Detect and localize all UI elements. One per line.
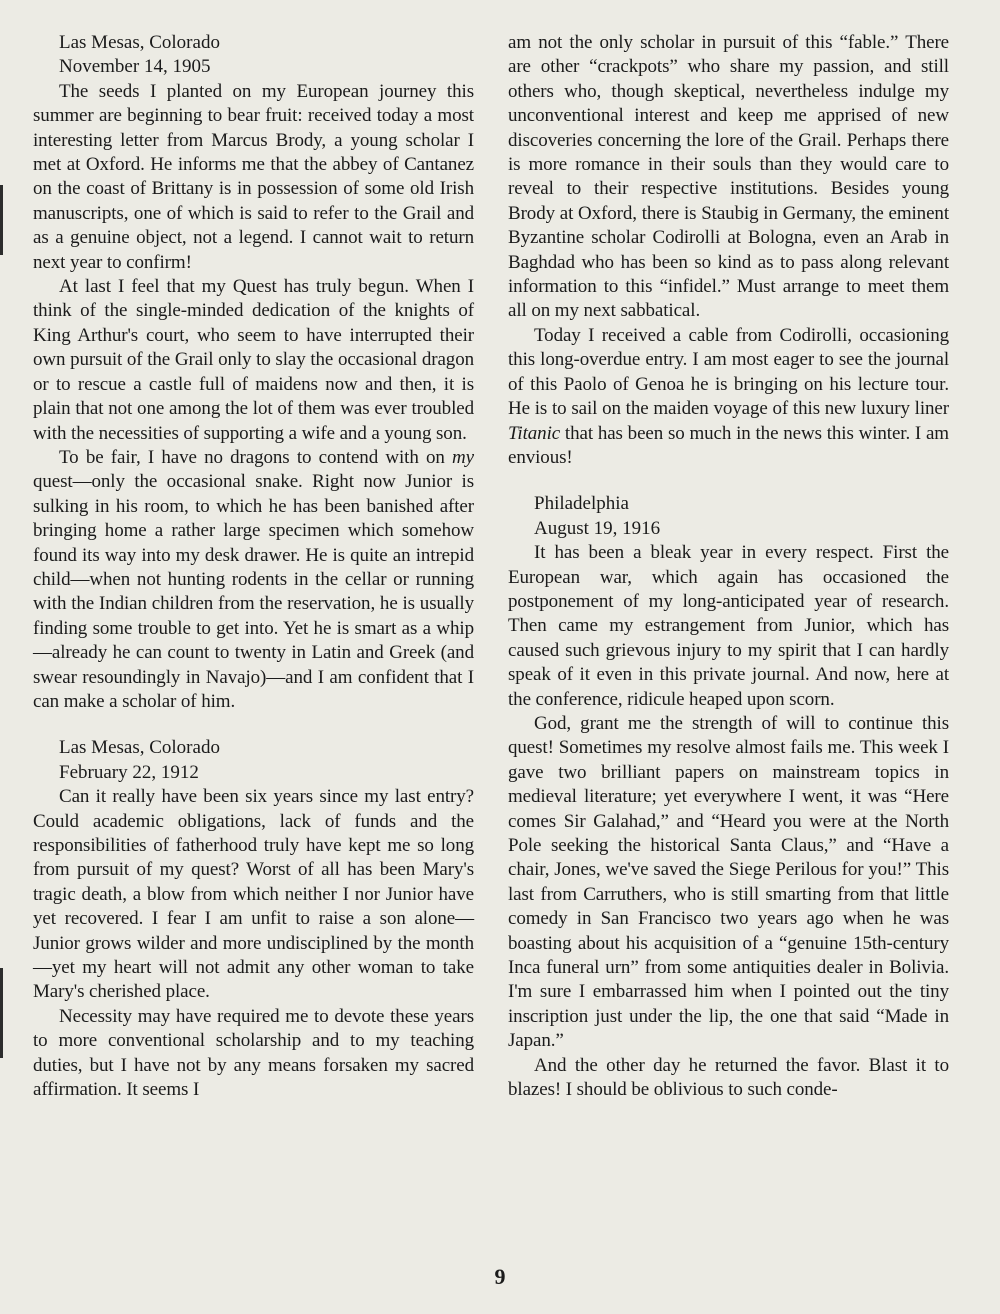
- entry-place: Las Mesas, Colorado: [59, 32, 220, 53]
- entry-paragraph: At last I feel that my Quest has truly begun. When I think of the single-minded dedication of the knights of King Arthur's court, who seem to have interrupted their own pursuit of the Grail only to slay the occasional dragon or to rescue a castle full of maidens now and then, it is plain that not one among the lot of them was ever troubled with the necessities of supporting a wife and a young son.: [33, 276, 474, 444]
- entry-paragraph: Necessity may have required me to devote these years to more conventional scholarship and to my teaching duties, but I have not by any means forsaken my sacred affirmation. It seems I: [33, 1005, 474, 1101]
- entry-place: Las Mesas, Colorado: [59, 737, 220, 759]
- emphasis-text: my: [452, 446, 474, 468]
- entry-paragraph: Can it really have been six years since my last entry? Could academic obligations, lack of funds and the responsibilities of fatherhood truly have kept me so long from pursuit of my quest? Worst of all has been Mary's tragic death, a blow from which neither I nor Junior have yet recovered. I fear I am unfit to raise a son alone—Junior grows wilder and more undisciplined by the month—yet my heart will not admit any other woman to take Mary's cherished place.: [33, 786, 474, 1003]
- journal-entry: [33, 736, 474, 1102]
- entry-date: February 22, 1912: [59, 761, 199, 783]
- journal-entry-continued: [508, 31, 949, 470]
- text-run: To be fair, I have no dragons to contend with on: [59, 446, 453, 468]
- text-run: quest—only the occasional snake. Right now Junior is sulking in his room, to which he has been banished after bringing home a rather large specimen which somehow found its way into my desk drawer. He is quite an intrepid child—when not hunting rodents in the cellar or running with the Indian children from the reservation, he is usually finding some trouble to get into. Yet he is smart as a whip—already he can count to twenty in Latin and Greek (and swear resoundingly in Navajo)—and I am confident that I can make a scholar of him.: [33, 471, 474, 712]
- page-number: 9: [494, 1264, 506, 1289]
- entry-paragraph: It has been a bleak year in every respect. First the European war, which again has occasioned the postponement of my long-anticipated year of research. Then came my estrangement from Junior, which has caused such grievous injury to my spirit that I can hardly speak of it even in this private journal. And now, here at the conference, ridicule heaped upon scorn.: [508, 542, 949, 710]
- entry-paragraph: And the other day he returned the favor. Blast it to blazes! I should be oblivious to such conde-: [508, 1054, 949, 1101]
- entry-paragraph: [508, 324, 949, 470]
- entry-paragraph: [33, 446, 474, 714]
- emphasis-text: Titanic: [508, 422, 561, 444]
- entry-paragraph: The seeds I planted on my European journey this summer are beginning to bear fruit: received today a most interesting letter from Marcus Brody, a young scholar I met at Oxford. He informs me that the abbey of Cantanez on the coast of Brittany is in possession of some old Irish manuscripts, one of which is said to refer to the Grail and as a genuine object, not a legend. I cannot wait to return next year to confirm!: [33, 80, 474, 273]
- entry-date: August 19, 1916: [534, 517, 661, 539]
- text-run: that has been so much in the news this winter. I am envious!: [508, 422, 949, 468]
- right-column: [508, 31, 949, 1102]
- text-run: Today I received a cable from Codirolli, occasioning this long-overdue entry. I am most eager to see the journal of this Paolo of Genoa he is bringing on his lecture tour. He is to sail on the maiden voyage of this new luxury liner: [508, 324, 949, 420]
- binding-edge-mark: [0, 185, 3, 255]
- binding-edge-mark: [0, 968, 3, 1058]
- journal-entry: [508, 492, 949, 1102]
- entry-place: Philadelphia: [534, 493, 629, 515]
- journal-entry: [33, 31, 474, 714]
- entry-date: November 14, 1905: [59, 56, 211, 78]
- entry-paragraph: am not the only scholar in pursuit of this “fable.” There are other “crackpots” who share my passion, and still others who, though skeptical, nevertheless indulge my unconventional interest and keep me apprised of new discoveries concerning the lore of the Grail. Perhaps there is more romance in their souls than they would care to reveal to their respective institutions. Besides young Brody at Oxford, there is Staubig in Germany, the eminent Byzantine scholar Codirolli at Bologna, even an Arab in Baghdad who has been so kind as to pass along relevant information to this “infidel.” Must arrange to meet them all on my next sabbatical.: [508, 32, 949, 322]
- left-column: [33, 31, 474, 1102]
- entry-paragraph: God, grant me the strength of will to continue this quest! Sometimes my resolve almost fails me. This week I gave two brilliant papers on mainstream topics in medieval literature; yet everywhere I went, it was “Here comes Sir Galahad,” and “Heard you were at the North Pole seeking the historical Santa Claus,” and “Have a chair, Jones, we've saved the Siege Perilous for you!” This last from Carruthers, who is still smarting from that little comedy in San Francisco two years ago when he was boasting about his acquisition of a “genuine 15th-century Inca funeral urn” from some antiquities dealer in Bolivia. I'm sure I embarrassed him when I pointed out the tiny inscription just under the lip, the one that said “Made in Japan.”: [508, 712, 949, 1052]
